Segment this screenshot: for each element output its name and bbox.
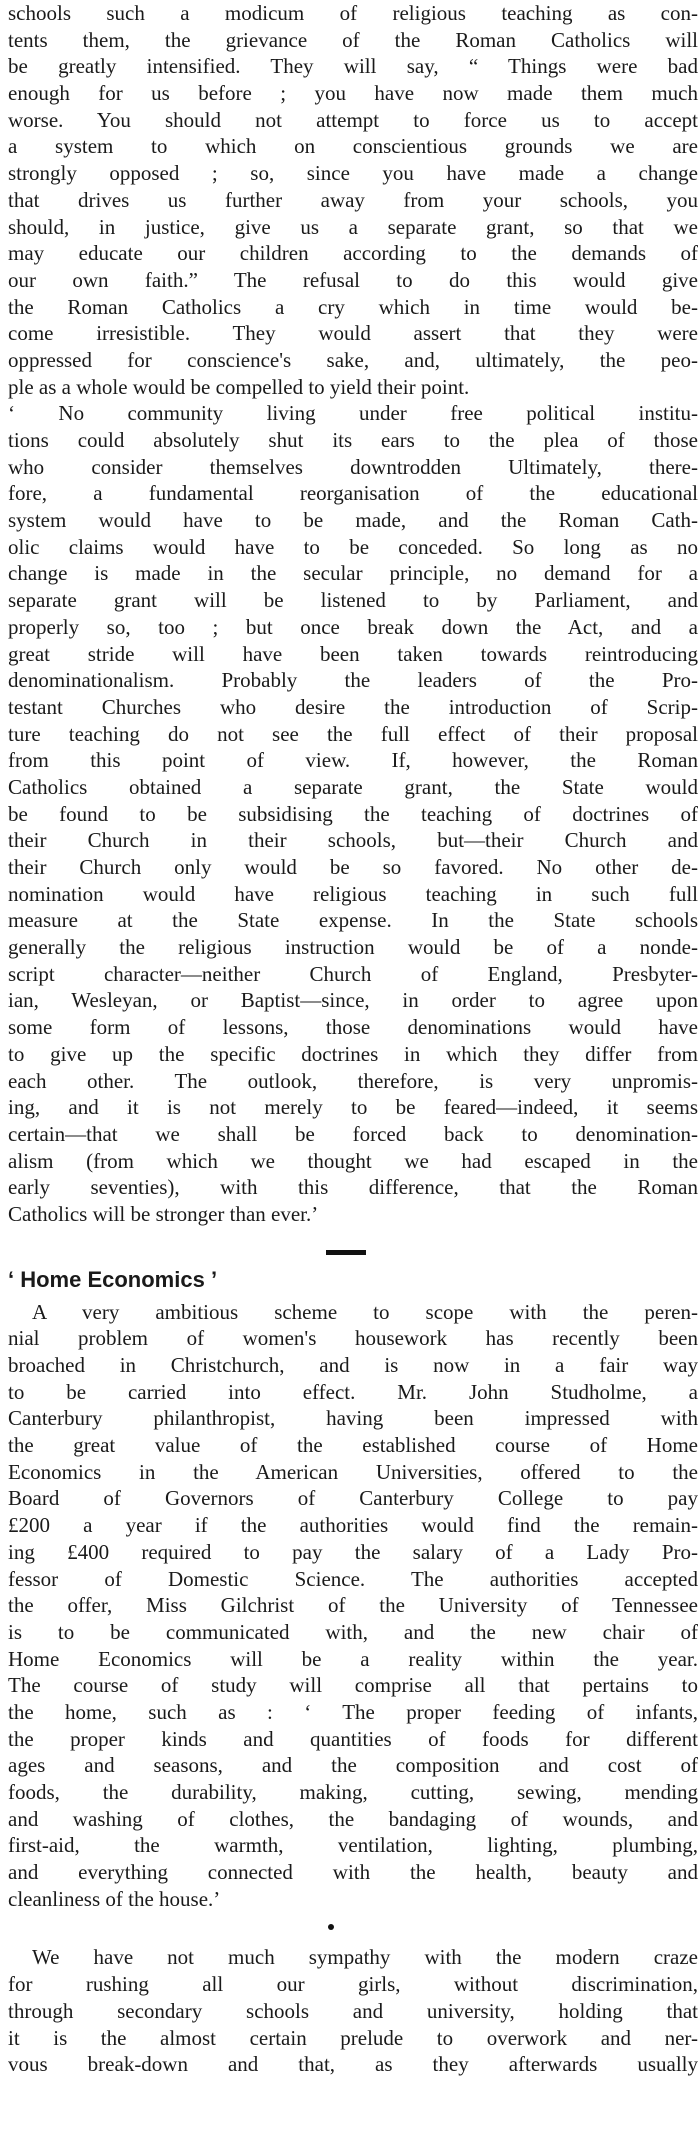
text-line: The course of study will comprise all that pertains to	[8, 1673, 698, 1698]
text-line: each other. The outlook, therefore, is very unpromis-	[8, 1068, 698, 1093]
text-line: first-aid, the warmth, ventilation, lighting, plumbing,	[8, 1833, 698, 1858]
article-paragraph-2	[8, 400, 698, 1227]
text-line: should, in justice, give us a separate grant, so that we	[8, 214, 698, 239]
text-line: to be carried into effect. Mr. John Studholme, a	[8, 1379, 698, 1404]
text-line: come irresistible. They would assert that they were	[8, 321, 698, 346]
section-paragraph-2	[8, 1944, 698, 2077]
text-line: be found to be subsidising the teaching of doctrines of	[8, 801, 698, 826]
text-line: vous break-down and that, as they afterwards usually	[8, 2052, 698, 2077]
text-line: enough for us before ; you have now made them much	[8, 81, 698, 106]
text-line: be greatly intensified. They will say, “ Things were bad	[8, 54, 698, 79]
text-line: and everything connected with the health, beauty and	[8, 1860, 698, 1885]
text-line: who consider themselves downtrodden Ultimately, there-	[8, 454, 698, 479]
text-line: that drives us further away from your schools, you	[8, 187, 698, 212]
text-line: broached in Christchurch, and is now in a fair way	[8, 1353, 698, 1377]
text-line: measure at the State expense. In the State schools	[8, 908, 698, 933]
text-line: the home, such as : ‘ The proper feeding of infants,	[8, 1699, 698, 1724]
text-line: testant Churches who desire the introduction of Scrip-	[8, 694, 698, 719]
text-line: the Roman Catholics a cry which in time would be-	[8, 294, 698, 319]
text-line: may educate our children according to the demands of	[8, 241, 698, 266]
text-line: strongly opposed ; so, since you have made a change	[8, 161, 698, 186]
text-line: is to be communicated with, and the new chair of	[8, 1619, 698, 1644]
text-line: schools such a modicum of religious teaching as con-	[8, 1, 698, 25]
newspaper-column	[8, 0, 698, 2078]
text-line: ing, and it is not merely to be feared—indeed, it seems	[8, 1095, 698, 1120]
text-line: some form of lessons, those denominations would have	[8, 1015, 698, 1040]
text-line: the offer, Miss Gilchrist of the University of Tennessee	[8, 1593, 698, 1618]
text-line: script character—neither Church of England, Presbyter-	[8, 961, 698, 986]
text-line: worse. You should not attempt to force us to accept	[8, 107, 698, 132]
text-line: and washing of clothes, the bandaging of wounds, and	[8, 1806, 698, 1831]
text-line: ian, Wesleyan, or Baptist—since, in order to agree upon	[8, 988, 698, 1013]
text-line: We have not much sympathy with the modern craze	[32, 1945, 698, 1970]
text-line: fore, a fundamental reorganisation of the educational	[8, 481, 698, 506]
section-paragraph-1	[8, 1299, 698, 1913]
article-paragraph-1	[8, 0, 698, 400]
text-line: foods, the durability, making, cutting, sewing, mending	[8, 1780, 698, 1804]
text-line: nomination would have religious teaching in such full	[8, 881, 698, 906]
section-divider	[326, 1250, 366, 1255]
text-line: the proper kinds and quantities of foods for different	[8, 1726, 698, 1751]
text-line: our own faith.” The refusal to do this would give	[8, 267, 698, 292]
text-line: tions could absolutely shut its ears to the plea of those	[8, 428, 698, 452]
text-line: A very ambitious scheme to scope with the peren-	[32, 1299, 698, 1324]
text-line: great stride will have been taken towards reintroducing	[8, 641, 698, 666]
text-line: the great value of the established course of Home	[8, 1433, 698, 1458]
text-line: their Church in their schools, but—their Church and	[8, 828, 698, 853]
text-line: ages and seasons, and the composition and cost of	[8, 1753, 698, 1778]
text-line: separate grant will be listened to by Parliament, and	[8, 588, 698, 613]
text-line: through secondary schools and university, holding that	[8, 1998, 698, 2023]
text-line: it is the almost certain prelude to overwork and ner-	[8, 2025, 698, 2050]
text-line: properly so, too ; but once break down the Act, and a	[8, 614, 698, 639]
text-line: early seventies), with this difference, that the Roman	[8, 1175, 698, 1200]
text-line: olic claims would have to be conceded. So long as no	[8, 534, 698, 559]
section-heading: ‘ Home Economics ’	[8, 1266, 218, 1292]
text-line: certain—that we shall be forced back to denomination-	[8, 1121, 698, 1146]
text-line: ple as a whole would be compelled to yield their point.	[8, 374, 470, 399]
paragraph-separator-dot	[328, 1924, 334, 1930]
text-line: ing £400 required to pay the salary of a Lady Pro-	[8, 1539, 698, 1564]
text-line: Catholics obtained a separate grant, the State would	[8, 774, 698, 799]
text-line: £200 a year if the authorities would find the remain-	[8, 1513, 698, 1538]
text-line: tents them, the grievance of the Roman Catholics will	[8, 27, 698, 52]
text-line: fessor of Domestic Science. The authorities accepted	[8, 1566, 698, 1591]
text-line: Board of Governors of Canterbury College to pay	[8, 1486, 698, 1511]
text-line: Home Economics will be a reality within the year.	[8, 1646, 698, 1671]
text-line: nial problem of women's housework has recently been	[8, 1326, 698, 1351]
text-line: Catholics will be stronger than ever.’	[8, 1201, 319, 1226]
text-line: cleanliness of the house.’	[8, 1886, 221, 1911]
text-line: a system to which on conscientious grounds we are	[8, 134, 698, 159]
text-line: system would have to be made, and the Roman Cath-	[8, 508, 698, 533]
text-line: to give up the specific doctrines in which they differ from	[8, 1041, 698, 1066]
text-line: Economics in the American Universities, offered to the	[8, 1459, 698, 1484]
text-line: generally the religious instruction would be of a nonde-	[8, 935, 698, 960]
text-line: from this point of view. If, however, the Roman	[8, 748, 698, 773]
text-line: for rushing all our girls, without discrimination,	[8, 1972, 698, 1997]
text-line: oppressed for conscience's sake, and, ultimately, the peo-	[8, 347, 698, 372]
text-line: Canterbury philanthropist, having been impressed with	[8, 1406, 698, 1431]
text-line: ‘ No community living under free political institu-	[8, 401, 698, 426]
text-line: change is made in the secular principle, no demand for a	[8, 561, 698, 586]
text-line: their Church only would be so favored. No other de-	[8, 855, 698, 879]
text-line: alism (from which we thought we had escaped in the	[8, 1148, 698, 1173]
text-line: ture teaching do not see the full effect of their proposal	[8, 721, 698, 746]
text-line: denominationalism. Probably the leaders of the Pro-	[8, 668, 698, 693]
